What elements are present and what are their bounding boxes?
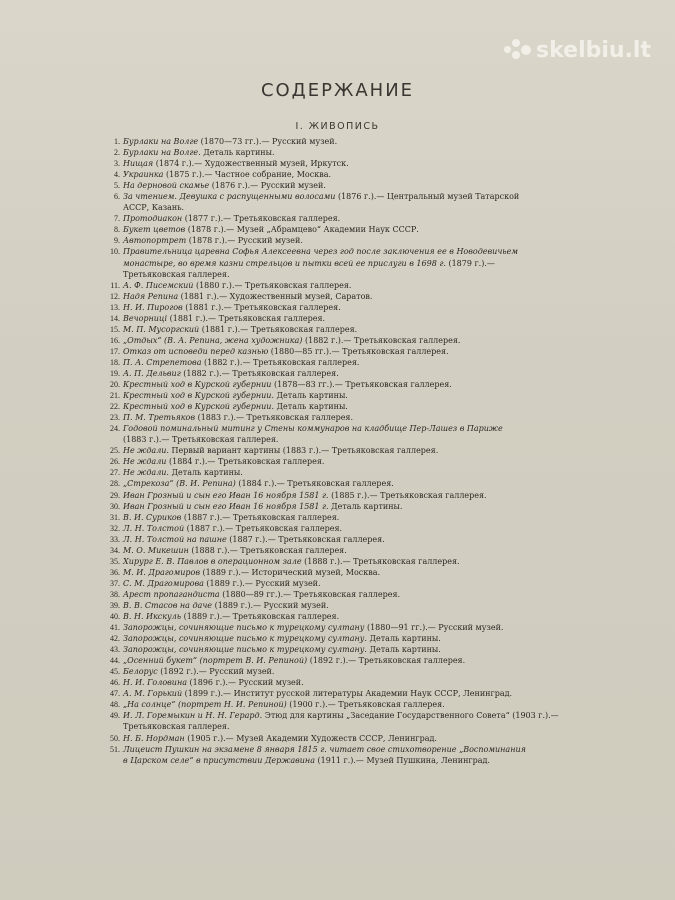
toc-entry [104, 512, 614, 523]
toc-entry-number: 49. [110, 711, 120, 721]
toc-entry [104, 313, 614, 324]
toc-entry-text [123, 512, 614, 523]
toc-entry-number: 27. [110, 468, 120, 478]
artwork-details: Деталь картины. [366, 645, 441, 655]
toc-entry-text [123, 744, 614, 755]
artwork-details: (1892 г.).— Русский музей. [157, 667, 275, 677]
toc-entry-number: 48. [110, 700, 120, 710]
artwork-title: Крестный ход в Курской губернии [123, 380, 272, 390]
toc-entry-text [123, 412, 614, 423]
toc-entry-number: 34. [110, 545, 120, 555]
artwork-details: (1884 г.).— Третьяковская галлерея. [166, 457, 325, 467]
toc-entry-text [123, 147, 614, 158]
toc-entry [104, 158, 614, 169]
artwork-title: Иван Грозный и сын его Иван 16 ноября 1581 г. [123, 501, 329, 511]
toc-entry-number: 9. [114, 236, 120, 246]
artwork-details: (1876 г.).— Русский музей. [209, 181, 326, 191]
toc-entry-number: 2. [114, 148, 120, 158]
artwork-title: Не ждали. [123, 446, 169, 456]
toc-entry-text [123, 335, 614, 346]
toc-entry-text [123, 302, 614, 313]
artwork-details: Деталь картины. [168, 468, 243, 478]
artwork-details: Деталь картины. [200, 148, 275, 158]
artwork-title: Бурлаки на Волге [123, 137, 199, 146]
toc-entry-text [123, 677, 614, 688]
toc-entry-continuation [104, 721, 614, 732]
toc-entry [104, 567, 614, 578]
toc-entry-text [123, 478, 614, 489]
skelbiu-dots-logo-icon [504, 36, 532, 64]
artwork-details: (1884 г.).— Третьяковская галлерея. [235, 479, 394, 489]
artwork-title: „Стрекоза“ (В. И. Репина) [123, 479, 236, 489]
toc-entry-continuation [104, 202, 614, 213]
toc-entry-number: 30. [110, 501, 120, 511]
toc-entry-number: 32. [110, 523, 120, 533]
toc-entry-text [123, 324, 614, 335]
artwork-title: Правительница царевна Софья Алексеевна через год после заключения ее в Новодевичьем [123, 247, 519, 257]
artwork-details: Деталь картины. [328, 501, 403, 511]
toc-entry-number: 8. [114, 225, 120, 235]
artwork-title: Хирург Е. В. Павлов в операционном зале [123, 556, 302, 566]
section-heading: I. ЖИВОПИСЬ [295, 121, 380, 132]
artwork-details: (1878 г.).— Русский музей. [186, 236, 303, 246]
artwork-title: Запорожцы, сочиняющие письмо к турецкому султану [123, 623, 365, 633]
toc-entry-number: 39. [110, 600, 120, 610]
toc-entry-number: 33. [110, 534, 120, 544]
artwork-details: (1875 г.).— Частное собрание, Москва. [163, 170, 332, 180]
toc-entry-number: 18. [110, 357, 120, 367]
artwork-title: Букет цветов [123, 225, 186, 235]
artwork-details: (1880—91 гг.).— Русский музей. [364, 623, 504, 633]
toc-entry [104, 280, 614, 291]
artwork-title: Иван Грозный и сын его Иван 16 ноября 1581 г. [123, 490, 329, 500]
toc-entry [104, 302, 614, 313]
artwork-details: (1896 г.).— Русский музей. [187, 678, 304, 688]
artwork-title: Автопортрет [123, 236, 187, 246]
toc-entry-number: 21. [110, 391, 120, 401]
artwork-details: (1887 г.).— Третьяковская галлерея. [181, 512, 340, 522]
toc-entry [104, 523, 614, 534]
toc-entry-text [123, 699, 614, 710]
artwork-details: (1881 г.).— Художественный музей, Саратов. [178, 291, 373, 301]
toc-entry-text [123, 346, 614, 357]
artwork-details: Этюд для картины „Заседание Государственного Совета“ (1903 г.).— [262, 711, 559, 721]
toc-entry-text [123, 733, 614, 744]
toc-entry-text [123, 136, 614, 147]
toc-entry-text [123, 423, 614, 434]
artwork-title: Крестный ход в Курской губернии. [123, 402, 274, 412]
toc-entry-text [123, 445, 614, 456]
artwork-title: Украинка [123, 170, 164, 180]
toc-entry-text [123, 434, 614, 445]
toc-entry [104, 478, 614, 489]
toc-entry-number: 40. [110, 612, 120, 622]
toc-entry-text [123, 710, 614, 721]
artwork-details: Третьяковская галлерея. [123, 269, 230, 279]
artwork-title: Л. Н. Толстой на пашне [123, 534, 227, 544]
toc-entry [104, 224, 614, 235]
toc-entry [104, 169, 614, 180]
toc-entry [104, 578, 614, 589]
toc-entry-number: 31. [110, 512, 120, 522]
toc-entry [104, 180, 614, 191]
artwork-details: (1887 г.).— Третьяковская галлерея. [226, 534, 385, 544]
table-of-contents [104, 136, 614, 766]
artwork-details: Деталь картины. [366, 634, 441, 644]
toc-entry-text [123, 490, 614, 501]
toc-entry [104, 611, 614, 622]
page-title: СОДЕРЖАНИЕ [260, 80, 415, 101]
toc-entry-number: 47. [110, 689, 120, 699]
toc-entry-number: 12. [110, 291, 120, 301]
artwork-title: П. М. Третьяков [123, 413, 196, 423]
toc-entry [104, 401, 614, 412]
toc-entry-text [123, 169, 614, 180]
toc-entry-number: 29. [110, 490, 120, 500]
toc-entry-number: 43. [110, 645, 120, 655]
toc-entry-number [104, 258, 123, 269]
toc-entry-number: 19. [110, 368, 120, 378]
toc-entry-continuation [104, 269, 614, 280]
toc-entry-text [123, 622, 614, 633]
artwork-details: Первый вариант картины (1883 г.).— Третьяковская галлерея. [168, 446, 439, 456]
toc-entry [104, 688, 614, 699]
artwork-details: (1885 г.).— Третьяковская галлерея. [328, 490, 487, 500]
toc-entry [104, 644, 614, 655]
toc-entry-text [123, 467, 614, 478]
toc-entry-number: 26. [110, 457, 120, 467]
toc-entry-text [123, 523, 614, 534]
artwork-details: (1876 г.).— Центральный музей Татарской [335, 192, 520, 202]
toc-entry-number: 28. [110, 479, 120, 489]
toc-entry-text [123, 202, 614, 213]
artwork-title: Запорожцы, сочиняющие письмо к турецкому султану. [123, 634, 367, 644]
toc-entry [104, 390, 614, 401]
artwork-title: М. И. Драгомиров [123, 567, 200, 577]
toc-entry-text [123, 246, 614, 257]
toc-entry-number: 44. [110, 656, 120, 666]
toc-entry [104, 235, 614, 246]
artwork-title: В. И. Суриков [123, 512, 182, 522]
toc-entry-text [123, 258, 614, 269]
toc-entry-number: 45. [110, 667, 120, 677]
artwork-title: в Царском селе“ в присутствии Державина [123, 755, 315, 765]
artwork-details: (1881 г.).— Третьяковская галлерея. [167, 313, 326, 323]
toc-entry [104, 699, 614, 710]
artwork-title: Протодиакон [123, 214, 183, 224]
artwork-title: А. П. Дельвиг [123, 368, 181, 378]
toc-entry [104, 534, 614, 545]
artwork-details: АССР, Казань. [123, 203, 185, 213]
toc-entry [104, 324, 614, 335]
toc-entry [104, 556, 614, 567]
toc-entry [104, 368, 614, 379]
artwork-title: Бурлаки на Волге. [123, 148, 201, 158]
artwork-details: (1878 г.).— Музей „Абрамцево“ Академии Наук СССР. [185, 225, 419, 235]
toc-entry [104, 357, 614, 368]
artwork-details: (1881 г.).— Третьяковская галлерея. [199, 324, 358, 334]
artwork-details: (1882 г.).— Третьяковская галлерея. [201, 357, 360, 367]
toc-entry-text [123, 313, 614, 324]
toc-entry-text [123, 755, 614, 766]
toc-entry-text [123, 589, 614, 600]
toc-entry [104, 490, 614, 501]
artwork-title: монастыре, во время казни стрельцов и пытки всей ее прислуги в 1698 г. [123, 258, 446, 268]
toc-entry [104, 467, 614, 478]
toc-entry-text [123, 600, 614, 611]
toc-entry-number: 50. [110, 733, 120, 743]
toc-entry [104, 501, 614, 512]
toc-entry-number: 25. [110, 446, 120, 456]
toc-entry-text [123, 357, 614, 368]
artwork-title: Лицеист Пушкин на экзамене 8 января 1815 г. читает свое стихотворение „Воспоминания [123, 744, 526, 754]
toc-entry-text [123, 401, 614, 412]
artwork-details: (1881 г.).— Третьяковская галлерея. [182, 302, 341, 312]
artwork-title: „Осенний букет“ (портрет В. И. Репиной) [123, 656, 308, 666]
toc-entry-text [123, 368, 614, 379]
artwork-title: „На солнце“ (портрет Н. И. Репиной) [123, 700, 287, 710]
toc-entry-text [123, 280, 614, 291]
toc-entry-number: 7. [114, 214, 120, 224]
toc-entry-text [123, 180, 614, 191]
artwork-details: (1870—73 гг.).— Русский музей. [198, 137, 338, 146]
toc-entry-continuation [104, 434, 614, 445]
artwork-details: (1888 г.).— Третьяковская галлерея. [301, 556, 460, 566]
artwork-title: А. М. Горький [123, 689, 183, 699]
toc-entry-number: 51. [110, 744, 120, 754]
toc-entry-text [123, 269, 614, 280]
toc-entry-number [104, 721, 123, 732]
toc-entry-text [123, 224, 614, 235]
toc-entry-text [123, 644, 614, 655]
artwork-details: (1900 г.).— Третьяковская галлерея. [286, 700, 445, 710]
artwork-details: (1889 г.).— Третьяковская галлерея. [181, 612, 340, 622]
toc-entry-text [123, 655, 614, 666]
toc-entry [104, 677, 614, 688]
toc-entry-continuation [104, 755, 614, 766]
toc-entry-number [104, 202, 123, 213]
artwork-details: (1874 г.).— Художественный музей, Иркутск. [153, 159, 349, 169]
toc-entry-text [123, 158, 614, 169]
toc-entry-number: 16. [110, 335, 120, 345]
artwork-title: Годовой поминальный митинг у Стены коммунаров на кладбище Пер-Лашез в Париже [123, 424, 503, 434]
artwork-title: Не ждали [123, 457, 167, 467]
toc-entry-text [123, 213, 614, 224]
artwork-title: В. В. Стасов на даче [123, 600, 213, 610]
toc-entry-text [123, 456, 614, 467]
toc-entry-text [123, 721, 614, 732]
artwork-details: Третьяковская галлерея. [123, 722, 230, 732]
toc-entry [104, 545, 614, 556]
toc-entry [104, 733, 614, 744]
artwork-title: За чтением. Девушка с распущенными волосами [123, 192, 336, 202]
toc-entry [104, 136, 614, 147]
artwork-title: На дерновой скамье [123, 181, 210, 191]
toc-entry-number [104, 269, 123, 280]
toc-entry-text [123, 545, 614, 556]
toc-entry-number: 4. [114, 170, 120, 180]
toc-entry-number: 11. [110, 280, 120, 290]
artwork-title: Не ждали. [123, 468, 169, 478]
toc-entry [104, 213, 614, 224]
artwork-details: (1889 г.).— Исторический музей, Москва. [199, 567, 381, 577]
toc-entry-number: 35. [110, 556, 120, 566]
toc-entry-number: 23. [110, 413, 120, 423]
artwork-details: (1883 г.).— Третьяковская галлерея. [123, 435, 279, 445]
artwork-title: Крестный ход в Курской губернии. [123, 391, 274, 401]
toc-entry-text [123, 666, 614, 677]
toc-entry [104, 346, 614, 357]
toc-entry-text [123, 578, 614, 589]
artwork-title: С. М. Драгомирова [123, 578, 204, 588]
toc-entry-text [123, 191, 614, 202]
artwork-details: (1880—85 гг.).— Третьяковская галлерея. [268, 346, 449, 356]
toc-entry-number: 36. [110, 567, 120, 577]
toc-entry-number: 6. [114, 192, 120, 202]
artwork-details: (1887 г.).— Третьяковская галлерея. [184, 523, 343, 533]
artwork-details: (1880—89 гг.).— Третьяковская галлерея. [219, 589, 401, 599]
toc-entry-text [123, 611, 614, 622]
toc-entry [104, 589, 614, 600]
toc-entry-text [123, 534, 614, 545]
toc-entry [104, 423, 614, 434]
artwork-details: (1888 г.).— Третьяковская галлерея. [188, 545, 347, 555]
toc-entry [104, 633, 614, 644]
artwork-details: (1889 г.).— Русский музей. [212, 600, 329, 610]
toc-entry-number: 22. [110, 402, 120, 412]
artwork-title: В. Н. Икскуль [123, 612, 182, 622]
artwork-title: Белорус [123, 667, 158, 677]
toc-entry [104, 379, 614, 390]
artwork-title: Вечорниці [123, 313, 168, 323]
toc-entry-number: 24. [110, 424, 120, 434]
toc-entry-number: 10. [110, 247, 120, 257]
toc-entry-number: 1. [114, 137, 120, 146]
toc-entry-number: 38. [110, 589, 120, 599]
toc-entry [104, 445, 614, 456]
toc-entry [104, 655, 614, 666]
artwork-title: Н. И. Головина [123, 678, 187, 688]
artwork-details: (1877 г.).— Третьяковская галлерея. [182, 214, 341, 224]
artwork-title: И. Л. Горемыкин и Н. Н. Герард. [123, 711, 263, 721]
artwork-details: (1882 г.).— Третьяковская галлерея. [302, 335, 461, 345]
watermark-text: skelbiu.lt [536, 37, 651, 63]
artwork-details: (1882 г.).— Третьяковская галлерея. [180, 368, 339, 378]
artwork-details: (1883 г.).— Третьяковская галлерея. [195, 413, 354, 423]
artwork-title: Н. И. Пирогов [123, 302, 183, 312]
toc-entry [104, 335, 614, 346]
artwork-title: Арест пропагандиста [123, 589, 220, 599]
toc-entry-number: 20. [110, 380, 120, 390]
artwork-title: А. Ф. Писемский [123, 280, 194, 290]
toc-entry [104, 456, 614, 467]
toc-entry [104, 710, 614, 721]
artwork-title: Л. Н. Толстой [123, 523, 185, 533]
skelbiu-watermark [504, 36, 651, 64]
toc-entry-number [104, 755, 123, 766]
artwork-details: (1911 г.).— Музей Пушкина, Ленинград. [314, 755, 490, 765]
artwork-details: Деталь картины. [274, 391, 348, 401]
toc-entry-text [123, 235, 614, 246]
toc-entry [104, 622, 614, 633]
artwork-title: М. О. Микешин [123, 545, 189, 555]
toc-entry [104, 246, 614, 257]
artwork-title: Надя Репина [123, 291, 179, 301]
toc-entry [104, 600, 614, 611]
toc-entry [104, 191, 614, 202]
toc-entry-number: 15. [110, 324, 120, 334]
toc-entry-number: 13. [110, 302, 120, 312]
toc-entry-text [123, 390, 614, 401]
toc-entry [104, 147, 614, 158]
artwork-title: Запорожцы, сочиняющие письмо к турецкому султану. [123, 645, 367, 655]
toc-entry-number [104, 434, 123, 445]
artwork-details: (1878—83 гг.).— Третьяковская галлерея. [271, 380, 452, 390]
toc-entry-text [123, 556, 614, 567]
toc-entry-text [123, 501, 614, 512]
toc-entry [104, 291, 614, 302]
toc-entry-number: 5. [114, 181, 120, 191]
artwork-details: (1880 г.).— Третьяковская галлерея. [193, 280, 352, 290]
artwork-details: (1879 г.).— [445, 258, 495, 268]
artwork-details: (1889 г.).— Русский музей. [203, 578, 321, 588]
toc-entry [104, 412, 614, 423]
toc-entry-number: 42. [110, 634, 120, 644]
toc-entry-continuation [104, 258, 614, 269]
artwork-title: Н. Б. Нордман [123, 733, 185, 743]
artwork-title: „Отдых“ (В. А. Репина, жена художника) [123, 335, 303, 345]
artwork-details: (1905 г.).— Музей Академии Художеств СССР, Ленинград. [184, 733, 437, 743]
artwork-details: Деталь картины. [274, 402, 348, 412]
artwork-title: Нищая [123, 159, 154, 169]
toc-entry-text [123, 379, 614, 390]
artwork-details: (1899 г.).— Институт русской литературы Академии Наук СССР, Ленинград. [182, 689, 513, 699]
toc-entry [104, 744, 614, 755]
toc-entry-number: 14. [110, 313, 120, 323]
toc-entry [104, 666, 614, 677]
toc-entry-text [123, 633, 614, 644]
toc-entry-text [123, 688, 614, 699]
toc-entry-text [123, 291, 614, 302]
artwork-title: Отказ от исповеди перед казнью [123, 346, 269, 356]
toc-entry-number: 37. [110, 578, 120, 588]
toc-entry-text [123, 567, 614, 578]
toc-entry-number: 3. [114, 159, 120, 169]
toc-entry-number: 46. [110, 678, 120, 688]
artwork-details: (1892 г.).— Третьяковская галлерея. [307, 656, 466, 666]
toc-entry-number: 17. [110, 346, 120, 356]
toc-entry-number: 41. [110, 623, 120, 633]
artwork-title: М. П. Мусоргский [123, 324, 200, 334]
artwork-title: П. А. Стрепетова [123, 357, 202, 367]
